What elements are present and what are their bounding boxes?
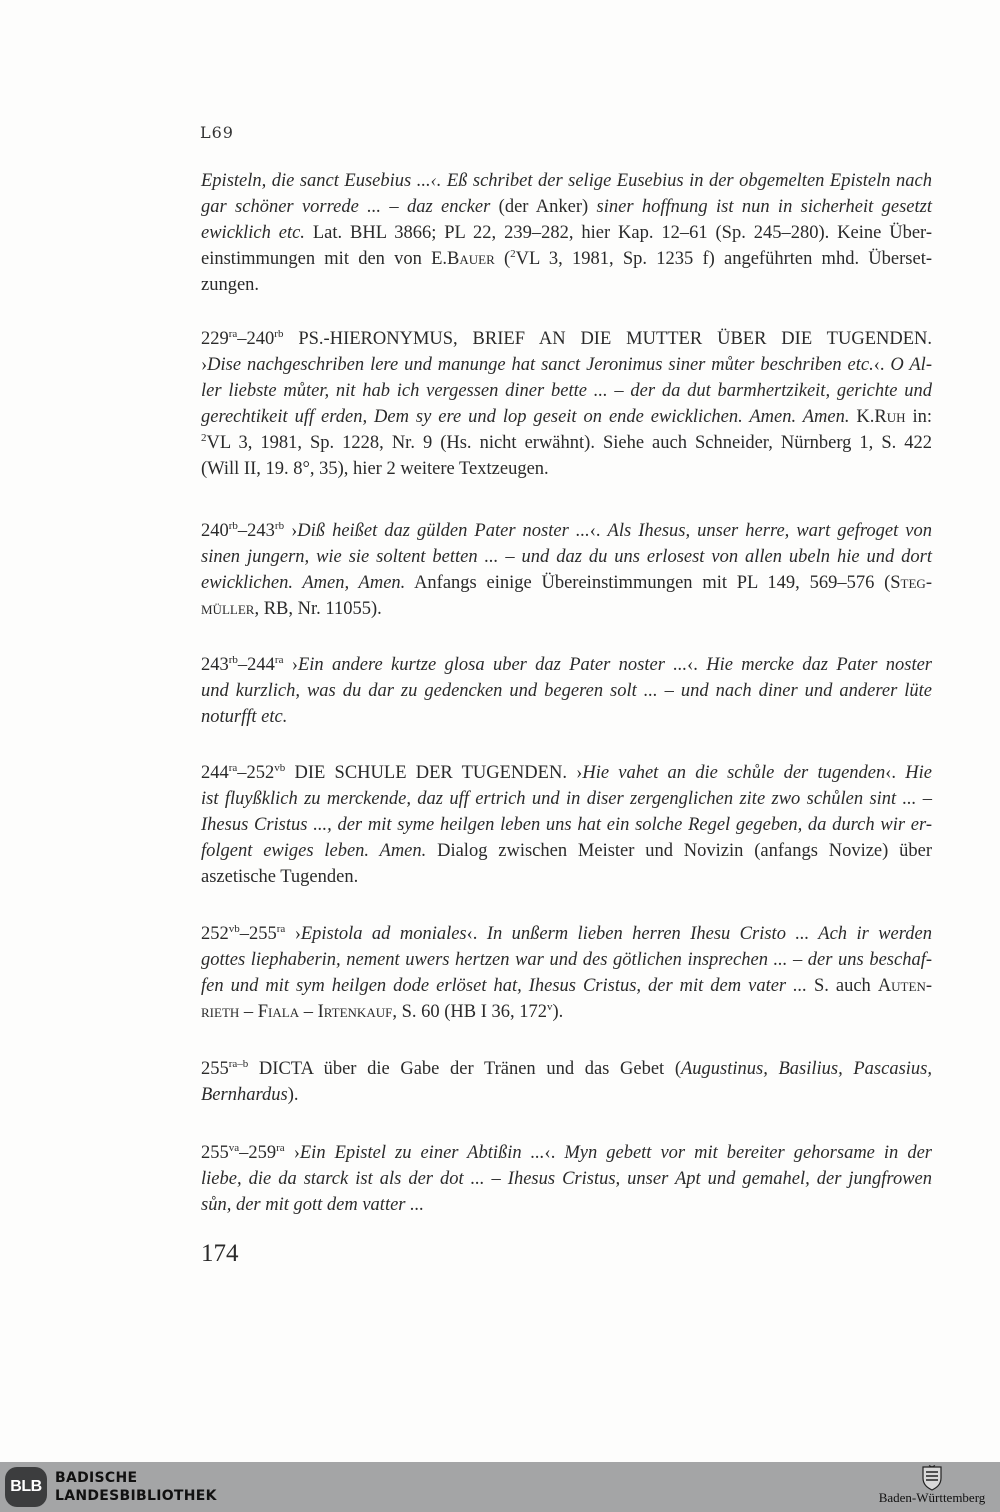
- text-line: liebe, die da starck ist als der dot ... – Ihesus Cristus, unser Apt und gemahel, der jungfrowen: [201, 1169, 932, 1189]
- text-line: $^2$VL 3, 1981, Sp. 1228, Nr. 9 (Hs. nicht erwähnt). Siehe auch Schneider, Nürnberg 1, S. 422: [201, 431, 932, 453]
- text-line: $255^{ra-b}$ DICTA über die Gabe der Tränen und das Gebet (Augustinus, Basilius, Pascasius,: [201, 1057, 932, 1079]
- text-line: ist fluyßklich zu merckende, daz uff ertrich und in diser zergenglichen zite zwo schůlen sint ... –: [201, 789, 932, 809]
- text-line: müller, RB, Nr. 11055).: [201, 599, 382, 619]
- state-name: Baden-Württemberg: [878, 1490, 986, 1505]
- text-line: $243^{rb}-244^{ra}$ ›Ein andere kurtze glosa uber daz Pater noster ...‹. Hie mercke daz Pater noster: [201, 653, 933, 675]
- text-line: einstimmungen mit den von E.Bauer ($^2$VL 3, 1981, Sp. 1235 f) angeführten mhd. Überset-: [201, 247, 932, 269]
- catalog-entry: [201, 326, 932, 482]
- catalog-entry: [201, 518, 932, 622]
- text-line: ewicklich etc. Lat. BHL 3866; PL 22, 239–282, hier Kap. 12–61 (Sp. 245–280). Keine Über-: [201, 223, 932, 243]
- text-line: ›Dise nachgeschriben lere und manunge hat sanct Jeronimus siner můter beschriben etc.‹. O Al-: [201, 355, 932, 375]
- catalog-entry: [201, 921, 932, 1025]
- text-line: Bernhardus).: [201, 1085, 299, 1105]
- library-name-line2: LANDESBIBLIOTHEK: [55, 1488, 217, 1504]
- text-line: $252^{vb}-255^{ra}$ ›Epistola ad moniales‹. In unßerm lieben herren Ihesu Cristo ... Ach ir werden: [201, 922, 932, 944]
- shelfmark: L69: [200, 123, 234, 142]
- text-line: gar schöner vorrede ... – daz encker (der Anker) siner hoffnung ist nun in sicherheit gesetzt: [201, 197, 932, 217]
- text-line: zungen.: [201, 275, 260, 295]
- text-line: ler liebste můter, nit hab ich vergessen diner bette ... – der da dut barmhertzikeit, gerichte und: [201, 381, 932, 401]
- text-line: $244^{ra}-252^{vb}$ DIE SCHULE DER TUGENDEN. ›Hie vahet an die schůle der tugenden‹. Hie: [201, 761, 932, 783]
- catalog-entry: [201, 168, 932, 298]
- text-line: gottes liephaberin, nement uwers hertzen war und des götlichen insprechen ... – der uns beschaf-: [201, 950, 932, 970]
- text-line: aszetische Tugenden.: [201, 867, 359, 887]
- catalog-entry: [201, 760, 932, 890]
- catalog-entry: [201, 1140, 932, 1218]
- blb-logo[interactable]: BLB: [5, 1467, 47, 1507]
- library-name-line1: BADISCHE: [55, 1470, 138, 1486]
- text-line: $240^{rb}-243^{rb}$ ›Diß heißet daz gülden Pater noster ...‹. Als Ihesus, unser herre, wart gefroget von: [201, 519, 932, 541]
- footer-bar: [0, 1462, 1000, 1512]
- text-line: folgent ewiges leben. Amen. Dialog zwischen Meister und Novizin (anfangs Novize) über: [201, 841, 932, 861]
- text-line: und kurzlich, was du dar zu gedencken und begeren solt ... – und nach diner und anderer lüte: [201, 681, 932, 701]
- catalog-entry: [201, 652, 932, 730]
- text-line: sůn, der mit gott dem vatter ...: [201, 1195, 425, 1215]
- text-line: $229^{ra}-240^{rb}$ PS.-HIERONYMUS, BRIEF AN DIE MUTTER ÜBER DIE TUGENDEN.: [201, 327, 932, 349]
- text-line: Ihesus Cristus ..., der mit syme heilgen leben uns hat ein solche Regel gegeben, da durch wir er-: [201, 815, 932, 835]
- text-line: noturfft etc.: [201, 707, 288, 727]
- page-number: 174: [201, 1240, 239, 1267]
- library-name[interactable]: [55, 1469, 217, 1505]
- text-line: $255^{va}-259^{ra}$ ›Ein Epistel zu einer Abtißin ...‹. Myn gebett vor mit bereiter gehorsame in der: [201, 1141, 932, 1163]
- text-line: sinen jungern, wie sie soltent betten ... – und daz du uns erlosest von allen ubeln hie und dort: [201, 547, 932, 567]
- text-line: Episteln, die sanct Eusebius ...‹. Eß schribet der selige Eusebius in der obgemelten Episteln nach: [201, 171, 932, 191]
- catalog-entry: [201, 1056, 932, 1108]
- text-line: gerechtikeit uff erden, Dem sy ere und lop geseit on ende ewicklichen. Amen. Amen. K.Ruh in:: [201, 407, 932, 427]
- state-logo[interactable]: [872, 1462, 992, 1512]
- text-line: ewicklichen. Amen, Amen. Anfangs einige Übereinstimmungen mit PL 149, 569–576 (Steg-: [201, 573, 932, 593]
- text-line: (Will II, 19. 8°, 35), hier 2 weitere Textzeugen.: [201, 459, 549, 479]
- text-line: fen und mit sym heilgen dode erlöset hat, Ihesus Cristus, der mit dem vater ... S. auch Auten-: [201, 976, 932, 996]
- coat-of-arms-icon: [921, 1465, 943, 1491]
- text-line: rieth – Fiala – Irtenkauf, S. 60 (HB I 36, 172$^v$).: [201, 1000, 564, 1022]
